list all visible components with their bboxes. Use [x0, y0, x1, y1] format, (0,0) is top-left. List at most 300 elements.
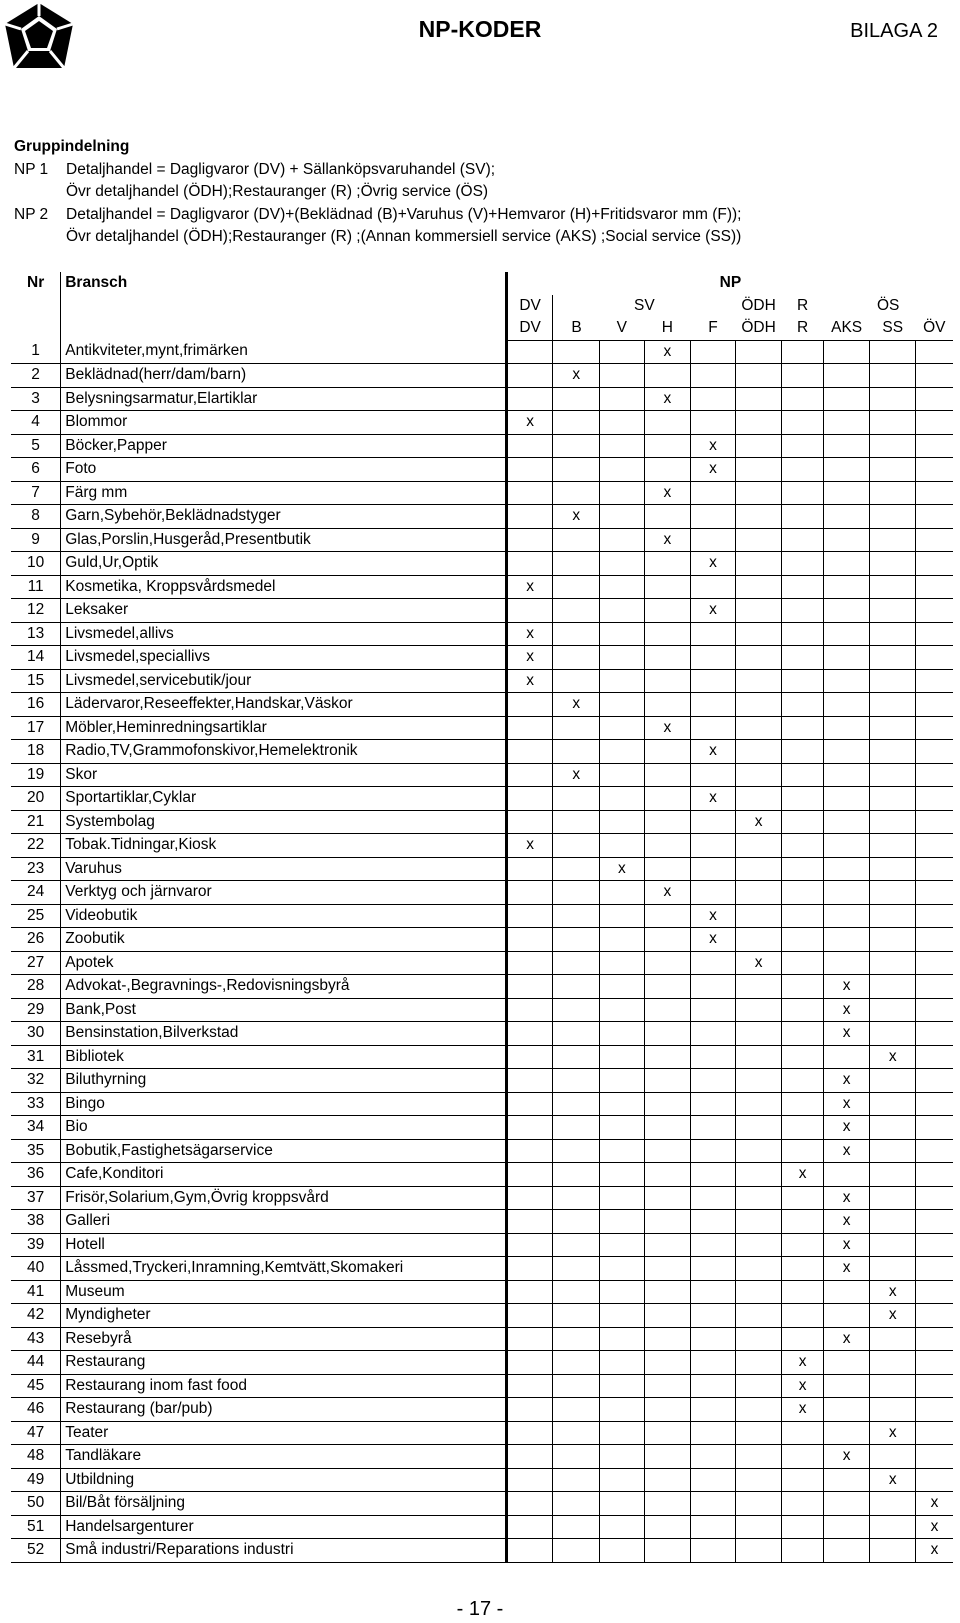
np-mark-cell: [823, 575, 870, 599]
np-mark-cell: [644, 505, 691, 529]
row-number: 27: [11, 951, 61, 975]
np-mark-cell: [735, 669, 782, 693]
np-mark-cell: [870, 1022, 916, 1046]
np-mark-cell: [870, 1092, 916, 1116]
np-mark-cell: [823, 599, 870, 623]
table-row: [11, 481, 953, 505]
np-mark-cell: [553, 411, 600, 435]
np-mark-cell: [782, 434, 823, 458]
np-mark-cell: [735, 340, 782, 364]
np-mark-cell: [916, 834, 953, 858]
np-mark-cell: [553, 1351, 600, 1375]
row-number: 30: [11, 1022, 61, 1046]
np-mark-cell: [506, 740, 553, 764]
table-row: [11, 716, 953, 740]
np-mark-cell: [691, 1022, 736, 1046]
np-mark-cell: [600, 387, 645, 411]
np-mark-cell: [870, 951, 916, 975]
np-mark-cell: [782, 763, 823, 787]
row-bransch: Bil/Båt försäljning: [61, 1492, 507, 1516]
np-mark-cell: [870, 716, 916, 740]
np-mark-cell: [916, 340, 953, 364]
np-mark-cell: [553, 1210, 600, 1234]
np-mark-cell: [506, 1186, 553, 1210]
np-mark-cell: [782, 1257, 823, 1281]
np-mark-cell: [870, 904, 916, 928]
np-mark: x: [823, 1327, 870, 1351]
row-bransch: Resebyrå: [61, 1327, 507, 1351]
table-row: [11, 1327, 953, 1351]
np-mark-cell: [735, 1468, 782, 1492]
np-mark-cell: [600, 998, 645, 1022]
table-row: [11, 740, 953, 764]
np-mark-cell: [782, 1233, 823, 1257]
np-mark-cell: [553, 1515, 600, 1539]
np-mark-cell: [691, 998, 736, 1022]
np-mark-cell: [553, 975, 600, 999]
np-mark-cell: [553, 1398, 600, 1422]
np-mark-cell: [916, 1374, 953, 1398]
row-bransch: Bio: [61, 1116, 507, 1140]
np-mark-cell: [782, 1139, 823, 1163]
np-mark-cell: [782, 951, 823, 975]
np1-header: R: [797, 296, 809, 314]
table-row: [11, 434, 953, 458]
np-mark-cell: [506, 928, 553, 952]
np-mark: x: [691, 599, 736, 623]
np-mark-cell: [870, 1186, 916, 1210]
np1-header: SV: [634, 296, 655, 314]
np-mark-cell: [600, 1257, 645, 1281]
np-mark-cell: [735, 834, 782, 858]
np-mark-cell: [553, 622, 600, 646]
row-bransch: Videobutik: [61, 904, 507, 928]
table-row: [11, 975, 953, 999]
np-mark-cell: [691, 505, 736, 529]
row-number: 18: [11, 740, 61, 764]
np-mark: x: [600, 857, 645, 881]
row-number: 45: [11, 1374, 61, 1398]
np-mark-cell: [553, 928, 600, 952]
row-bransch: Guld,Ur,Optik: [61, 552, 507, 576]
np-mark-cell: [735, 481, 782, 505]
table-row: [11, 411, 953, 435]
np-mark-cell: [691, 622, 736, 646]
np-mark-cell: [691, 1045, 736, 1069]
np-mark-cell: [823, 716, 870, 740]
np-mark: x: [691, 458, 736, 482]
np-mark-cell: [870, 787, 916, 811]
row-bransch: Böcker,Papper: [61, 434, 507, 458]
np-mark-cell: [823, 1351, 870, 1375]
np-mark: x: [506, 646, 553, 670]
np-mark-cell: [644, 1257, 691, 1281]
np-mark-cell: [916, 787, 953, 811]
np-mark-cell: [823, 763, 870, 787]
row-bransch: Restaurang: [61, 1351, 507, 1375]
header-np: NP: [719, 274, 742, 291]
row-number: 39: [11, 1233, 61, 1257]
grouping-heading: Gruppindelning: [14, 138, 130, 155]
np-mark: x: [553, 364, 600, 388]
np2-header: DV: [506, 317, 553, 340]
np-mark-cell: [823, 881, 870, 905]
row-number: 6: [11, 458, 61, 482]
np-mark-cell: [644, 834, 691, 858]
np-mark-cell: [782, 1045, 823, 1069]
np-mark-cell: [916, 1398, 953, 1422]
row-number: 24: [11, 881, 61, 905]
np-mark-cell: [600, 646, 645, 670]
row-bransch: Zoobutik: [61, 928, 507, 952]
row-bransch: Möbler,Heminredningsartiklar: [61, 716, 507, 740]
table-row: [11, 1492, 953, 1516]
np-mark-cell: [600, 1374, 645, 1398]
np-mark: x: [870, 1304, 916, 1328]
np-mark-cell: [644, 928, 691, 952]
np-mark-cell: [644, 1351, 691, 1375]
np-mark-cell: [600, 1304, 645, 1328]
np-mark-cell: [644, 740, 691, 764]
np-mark-cell: [691, 340, 736, 364]
np-mark: x: [735, 810, 782, 834]
np-mark-cell: [823, 904, 870, 928]
np-mark-cell: [823, 528, 870, 552]
np-mark-cell: [506, 599, 553, 623]
np-mark-cell: [916, 505, 953, 529]
np-mark-cell: [870, 387, 916, 411]
np-mark-cell: [600, 622, 645, 646]
np-mark-cell: [644, 857, 691, 881]
np-mark-cell: [644, 904, 691, 928]
table-row: [11, 1210, 953, 1234]
np-mark-cell: [553, 481, 600, 505]
np-mark-cell: [870, 575, 916, 599]
row-number: 2: [11, 364, 61, 388]
np-mark-cell: [691, 646, 736, 670]
table-row: [11, 810, 953, 834]
np-mark-cell: [644, 975, 691, 999]
np-mark-cell: [782, 1092, 823, 1116]
np-mark-cell: [691, 1139, 736, 1163]
table-row: [11, 340, 953, 364]
np-mark: x: [644, 387, 691, 411]
np-mark-cell: [553, 834, 600, 858]
np-mark-cell: [644, 599, 691, 623]
np-mark-cell: [644, 1304, 691, 1328]
np-mark-cell: [870, 364, 916, 388]
table-row: [11, 1092, 953, 1116]
np-mark-cell: [870, 481, 916, 505]
row-bransch: Utbildning: [61, 1468, 507, 1492]
np-mark-cell: [735, 1304, 782, 1328]
np-mark-cell: [916, 364, 953, 388]
np-mark-cell: [823, 340, 870, 364]
row-number: 28: [11, 975, 61, 999]
np-mark: x: [782, 1351, 823, 1375]
table-row: [11, 646, 953, 670]
np-mark-cell: [782, 669, 823, 693]
np-mark-cell: [916, 1139, 953, 1163]
np-mark-cell: [644, 1280, 691, 1304]
table-row: [11, 669, 953, 693]
np-mark: x: [691, 740, 736, 764]
np-mark-cell: [600, 575, 645, 599]
np-mark-cell: [916, 716, 953, 740]
np-mark-cell: [870, 1492, 916, 1516]
row-number: 25: [11, 904, 61, 928]
np-mark-cell: [553, 740, 600, 764]
table-row: [11, 928, 953, 952]
np-mark-cell: [870, 1069, 916, 1093]
grouping-line: NP 1 Detaljhandel = Dagligvaror (DV) + Sällanköpsvaruhandel (SV);: [14, 160, 496, 178]
np-mark-cell: [735, 904, 782, 928]
np-mark-cell: [782, 1022, 823, 1046]
np-mark-cell: [916, 411, 953, 435]
np-mark-cell: [735, 1445, 782, 1469]
np-mark-cell: [782, 881, 823, 905]
np-mark-cell: [691, 1304, 736, 1328]
np-mark-cell: [870, 975, 916, 999]
np-mark-cell: [870, 1515, 916, 1539]
table-row: [11, 857, 953, 881]
np2-header: SS: [870, 317, 916, 340]
np-mark-cell: [506, 1327, 553, 1351]
np-mark-cell: [644, 669, 691, 693]
np-mark-cell: [782, 740, 823, 764]
np-mark-cell: [782, 575, 823, 599]
np-mark-cell: [600, 1539, 645, 1563]
table-row: [11, 1539, 953, 1563]
np2-header: F: [691, 317, 736, 340]
np-mark: x: [691, 434, 736, 458]
np-mark-cell: [600, 975, 645, 999]
np-mark-cell: [916, 1304, 953, 1328]
np-mark-cell: [691, 810, 736, 834]
np-mark-cell: [782, 975, 823, 999]
np-mark-cell: [644, 1421, 691, 1445]
np-mark-cell: [644, 1139, 691, 1163]
np-mark-cell: [735, 387, 782, 411]
np-mark-cell: [644, 458, 691, 482]
np-mark-cell: [553, 1069, 600, 1093]
np-mark-cell: [823, 481, 870, 505]
np-mark-cell: [600, 1280, 645, 1304]
np-mark: x: [823, 1257, 870, 1281]
table-row: [11, 387, 953, 411]
np-mark-cell: [823, 1515, 870, 1539]
grouping-line: Övr detaljhandel (ÖDH);Restauranger (R) ;Övrig service (ÖS): [66, 183, 489, 200]
np-mark-cell: [600, 458, 645, 482]
np-mark-cell: [644, 1210, 691, 1234]
np-mark: x: [553, 763, 600, 787]
np-mark-cell: [600, 810, 645, 834]
np-mark-cell: [782, 364, 823, 388]
np-mark-cell: [823, 951, 870, 975]
np-mark-cell: [735, 763, 782, 787]
np-mark-cell: [644, 1186, 691, 1210]
row-number: 12: [11, 599, 61, 623]
np-mark-cell: [916, 881, 953, 905]
np-mark-cell: [735, 599, 782, 623]
row-bransch: Bank,Post: [61, 998, 507, 1022]
row-bransch: Skor: [61, 763, 507, 787]
np-mark: x: [870, 1280, 916, 1304]
np-mark-cell: [691, 1421, 736, 1445]
np-mark-cell: [644, 1069, 691, 1093]
row-number: 37: [11, 1186, 61, 1210]
page-title: NP-KODER: [418, 16, 542, 42]
table-row: [11, 763, 953, 787]
row-bransch: Beklädnad(herr/dam/barn): [61, 364, 507, 388]
row-bransch: Livsmedel,servicebutik/jour: [61, 669, 507, 693]
np1-header: DV: [506, 295, 553, 318]
np-mark-cell: [506, 1092, 553, 1116]
np-mark-cell: [691, 669, 736, 693]
np-mark-cell: [506, 505, 553, 529]
row-number: 44: [11, 1351, 61, 1375]
row-bransch: Galleri: [61, 1210, 507, 1234]
np-mark-cell: [691, 975, 736, 999]
np-mark-cell: [870, 552, 916, 576]
np-mark-cell: [735, 1398, 782, 1422]
row-number: 19: [11, 763, 61, 787]
np-mark-cell: [870, 881, 916, 905]
np-mark-cell: [782, 1539, 823, 1563]
table-row: [11, 1257, 953, 1281]
np-mark-cell: [735, 716, 782, 740]
np-mark-cell: [600, 928, 645, 952]
np-mark: x: [823, 1445, 870, 1469]
np-mark-cell: [782, 1515, 823, 1539]
row-number: 11: [11, 575, 61, 599]
np-mark-cell: [691, 1257, 736, 1281]
np-mark-cell: [691, 411, 736, 435]
np-mark-cell: [782, 810, 823, 834]
np-mark-cell: [735, 552, 782, 576]
row-number: 34: [11, 1116, 61, 1140]
np-mark-cell: [644, 646, 691, 670]
np-mark-cell: [691, 1069, 736, 1093]
np-mark-cell: [735, 575, 782, 599]
np-mark-cell: [870, 434, 916, 458]
np-mark-cell: [782, 622, 823, 646]
np-mark-cell: [506, 998, 553, 1022]
grouping-line: NP 2 Detaljhandel = Dagligvaror (DV)+(Beklädnad (B)+Varuhus (V)+Hemvaror (H)+Fritidsvaror mm (F));: [14, 205, 742, 223]
row-number: 51: [11, 1515, 61, 1539]
np-mark-cell: [600, 1515, 645, 1539]
np-mark-cell: [916, 552, 953, 576]
grouping-line: Övr detaljhandel (ÖDH);Restauranger (R) ;(Annan kommersiell service (AKS) ;Social service (SS)): [66, 228, 742, 245]
np-mark-cell: [553, 1374, 600, 1398]
row-bransch: Glas,Porslin,Husgeråd,Presentbutik: [61, 528, 507, 552]
np-mark-cell: [600, 1022, 645, 1046]
np2-header: B: [553, 317, 600, 340]
row-bransch: Bensinstation,Bilverkstad: [61, 1022, 507, 1046]
row-number: 8: [11, 505, 61, 529]
row-bransch: Handelsargenturer: [61, 1515, 507, 1539]
np-mark-cell: [600, 1492, 645, 1516]
np-mark-cell: [823, 834, 870, 858]
np-mark-cell: [553, 1304, 600, 1328]
np-mark-cell: [600, 1398, 645, 1422]
np-mark-cell: [644, 951, 691, 975]
np-mark-cell: [870, 1116, 916, 1140]
np-mark-cell: [553, 458, 600, 482]
row-bransch: Radio,TV,Grammofonskivor,Hemelektronik: [61, 740, 507, 764]
np-mark-cell: [506, 1280, 553, 1304]
row-number: 1: [11, 340, 61, 364]
np-mark-cell: [644, 1492, 691, 1516]
np-mark-cell: [691, 693, 736, 717]
np-mark-cell: [506, 1210, 553, 1234]
np-mark-cell: [600, 411, 645, 435]
row-number: 22: [11, 834, 61, 858]
np-mark-cell: [506, 434, 553, 458]
np-mark-cell: [691, 1092, 736, 1116]
np-mark-cell: [506, 1163, 553, 1187]
np-mark-cell: [506, 1492, 553, 1516]
row-number: 20: [11, 787, 61, 811]
np-mark-cell: [600, 1445, 645, 1469]
np-mark-cell: [691, 881, 736, 905]
np-mark-cell: [823, 622, 870, 646]
np-mark-cell: [553, 904, 600, 928]
np-mark-cell: [553, 998, 600, 1022]
np-mark-cell: [870, 1139, 916, 1163]
np-mark-cell: [644, 787, 691, 811]
table-row: [11, 951, 953, 975]
np-mark-cell: [553, 434, 600, 458]
np-mark-cell: [691, 1233, 736, 1257]
np-mark-cell: [600, 881, 645, 905]
np-mark-cell: [735, 1163, 782, 1187]
np-mark-cell: [600, 434, 645, 458]
np-mark-cell: [782, 481, 823, 505]
np2-header: ÖV: [916, 317, 953, 340]
np-mark-cell: [916, 528, 953, 552]
np-mark-cell: [916, 599, 953, 623]
np-mark-cell: [735, 458, 782, 482]
np-mark-cell: [916, 1116, 953, 1140]
np-mark-cell: [553, 1327, 600, 1351]
np-mark-cell: [600, 1468, 645, 1492]
np-mark-cell: [691, 857, 736, 881]
np-mark-cell: [600, 834, 645, 858]
np-mark-cell: [735, 1116, 782, 1140]
np-mark-cell: [782, 1186, 823, 1210]
np-mark-cell: [870, 1327, 916, 1351]
np-mark-cell: [644, 1022, 691, 1046]
np-mark-cell: [644, 1445, 691, 1469]
row-number: 26: [11, 928, 61, 952]
np-mark-cell: [735, 693, 782, 717]
row-number: 43: [11, 1327, 61, 1351]
row-bransch: Cafe,Konditori: [61, 1163, 507, 1187]
np-mark-cell: [870, 1257, 916, 1281]
row-number: 7: [11, 481, 61, 505]
np-mark-cell: [553, 1116, 600, 1140]
row-number: 42: [11, 1304, 61, 1328]
row-number: 52: [11, 1539, 61, 1563]
np-mark-cell: [916, 1092, 953, 1116]
np-mark: x: [691, 787, 736, 811]
np-mark-cell: [916, 1163, 953, 1187]
table-row: [11, 998, 953, 1022]
np-mark-cell: [600, 904, 645, 928]
table-row: [11, 1398, 953, 1422]
np-mark-cell: [506, 1116, 553, 1140]
